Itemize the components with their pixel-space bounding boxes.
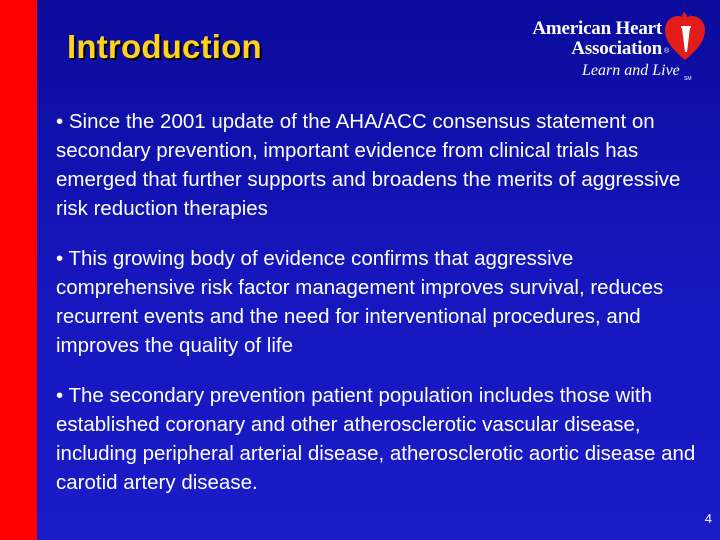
logo-text-line1: American Heart <box>532 18 662 39</box>
bullet-1: • Since the 2001 update of the AHA/ACC consensus statement on secondary prevention, important evidence from clinical trials has emerged that further supports and broadens the merits of aggressive risk reduction therapies <box>56 110 681 220</box>
logo-trademark: SM <box>684 76 692 82</box>
heart-torch-icon <box>663 6 707 62</box>
aha-logo <box>532 4 716 86</box>
side-accent-bar <box>0 0 37 540</box>
bullet-2: • This growing body of evidence confirms that aggressive comprehensive risk factor management improves survival, reduces recurrent events and the need for interventional procedures, and improves the quality of life <box>56 247 664 357</box>
logo-tagline: Learn and Live <box>582 62 680 79</box>
logo-registered-mark: ® <box>664 48 670 55</box>
page-number: 4 <box>704 511 712 526</box>
slide-title: Introduction <box>67 28 262 65</box>
bullet-3: • The secondary prevention patient population includes those with established coronary and other atherosclerotic vascular disease, including peripheral arterial disease, atherosclerotic aortic disease and carotid artery disease. <box>56 384 696 494</box>
logo-text-line2: Association <box>571 38 662 59</box>
